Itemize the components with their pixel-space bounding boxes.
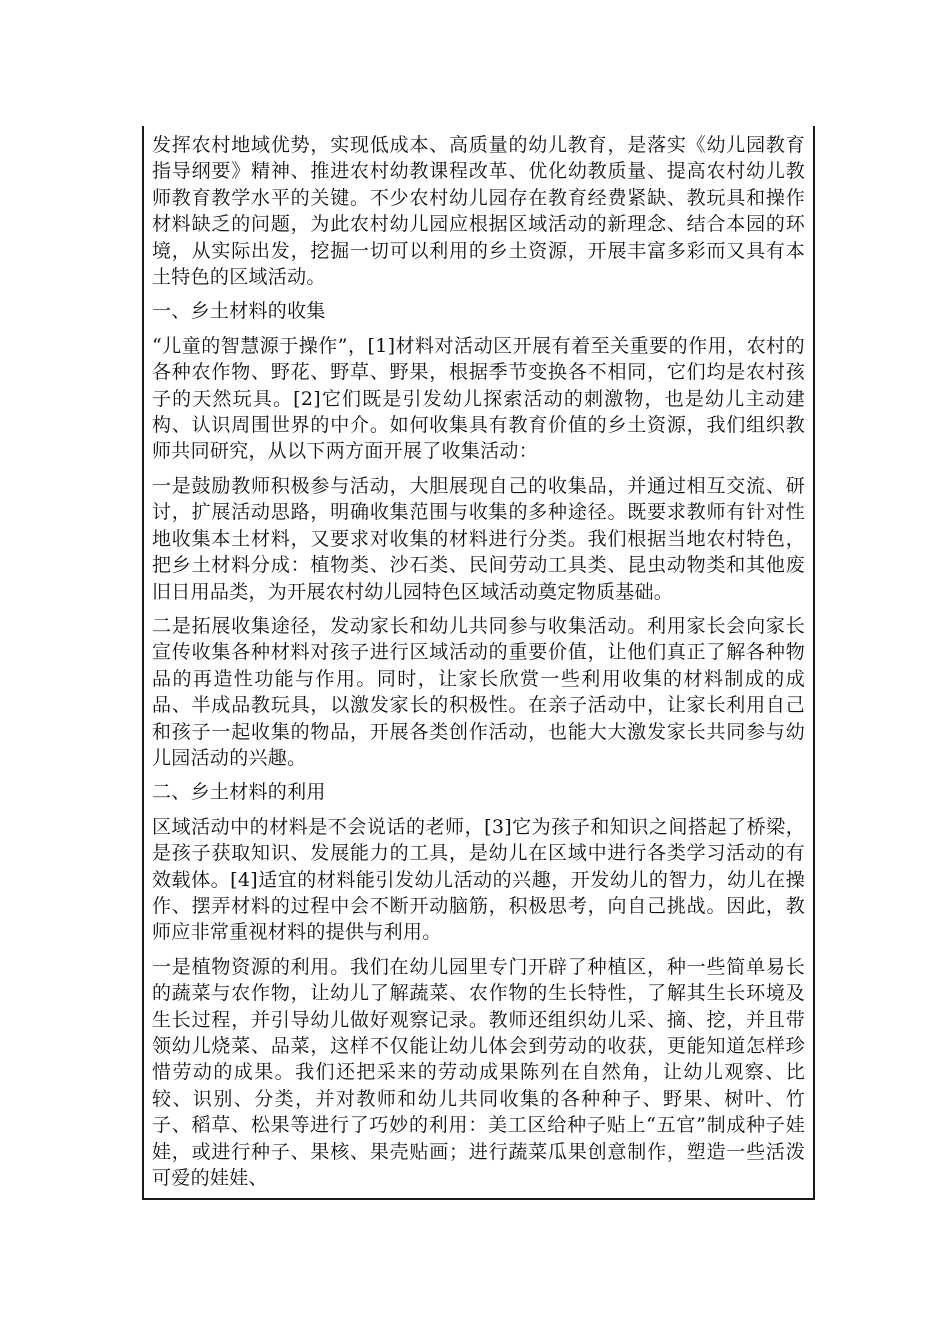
collection-point-2-paragraph: 二是拓展收集途径，发动家长和幼儿共同参与收集活动。利用家长会向家长宣传收集各种材料对孩子进行区域活动的重要价值，让他们真正了解各种物品的再造性功能与作用。同时，让家长欣赏一些利用收集的材料制成的成品、半成品教玩具，以激发家长的积极性。在亲子活动中，让家长利用自己和孩子一起收集的物品，开展各类创作活动，也能大大激发家长共同参与幼儿园活动的兴趣。 <box>152 614 805 769</box>
document-table <box>142 126 815 1200</box>
intro-paragraph: 发挥农村地域优势，实现低成本、高质量的幼儿教育，是落实《幼儿园教育指导纲要》精神、推进农村幼教课程改革、优化幼教质量、提高农村幼儿教师教育教学水平的关键。不少农村幼儿园存在教育经费紧缺、教玩具和操作材料缺乏的问题，为此农村幼儿园应根据区域活动的新理念、结合本园的环境，从实际出发，挖掘一切可以利用的乡土资源，开展丰富多彩而又具有本土特色的区域活动。 <box>152 134 805 289</box>
section-heading-utilization: 二、乡土材料的利用 <box>152 781 326 804</box>
utilization-intro-paragraph: 区域活动中的材料是不会说话的老师，[3]它为孩子和知识之间搭起了桥梁，是孩子获取知识、发展能力的工具，是幼儿在区域中进行各类学习活动的有效载体。[4]适宜的材料能引发幼儿活动的兴趣，开发幼儿的智力，幼儿在操作、摆弄材料的过程中会不断开动脑筋，积极思考，向自己挑战。因此，教师应非常重视材料的提供与利用。 <box>152 815 805 944</box>
table-cell <box>144 126 813 1191</box>
section-heading-collection: 一、乡土材料的收集 <box>152 300 326 323</box>
collection-intro-paragraph: “儿童的智慧源于操作”，[1]材料对活动区开展有着至关重要的作用，农村的各种农作物、野花、野草、野果，根据季节变换各不相同，它们均是农村孩子的天然玩具。[2]它们既是引发幼儿探索活动的刺激物，也是幼儿主动建构、认识周围世界的中介。如何收集具有教育价值的乡土资源，我们组织教师共同研究，从以下两方面开展了收集活动： <box>152 334 805 463</box>
collection-point-1-paragraph: 一是鼓励教师积极参与活动，大胆展现自己的收集品，并通过相互交流、研讨，扩展活动思路，明确收集范围与收集的多种途径。既要求教师有针对性地收集本土材料，又要求对收集的材料进行分类。我们根据当地农村特色，把乡土材料分成：植物类、沙石类、民间劳动工具类、昆虫动物类和其他废旧日用品类，为开展农村幼儿园特色区域活动奠定物质基础。 <box>152 474 805 603</box>
utilization-point-1-paragraph: 一是植物资源的利用。我们在幼儿园里专门开辟了种植区，种一些简单易长的蔬菜与农作物，让幼儿了解蔬菜、农作物的生长特性，了解其生长环境及生长过程，并引导幼儿做好观察记录。教师还组织幼儿采、摘、挖，并且带领幼儿烧菜、品菜，这样不仅能让幼儿体会到劳动的收获，更能知道怎样珍惜劳动的成果。我们还把采来的劳动成果陈列在自然角，让幼儿观察、比较、识别、分类，并对教师和幼儿共同收集的各种种子、野果、树叶、竹子、稻草、松果等进行了巧妙的利用：美工区给种子贴上“五官”制成种子娃娃，或进行种子、果核、果壳贴画；进行蔬菜瓜果创意制作，塑造一些活泼可爱的娃娃、 <box>152 955 805 1190</box>
